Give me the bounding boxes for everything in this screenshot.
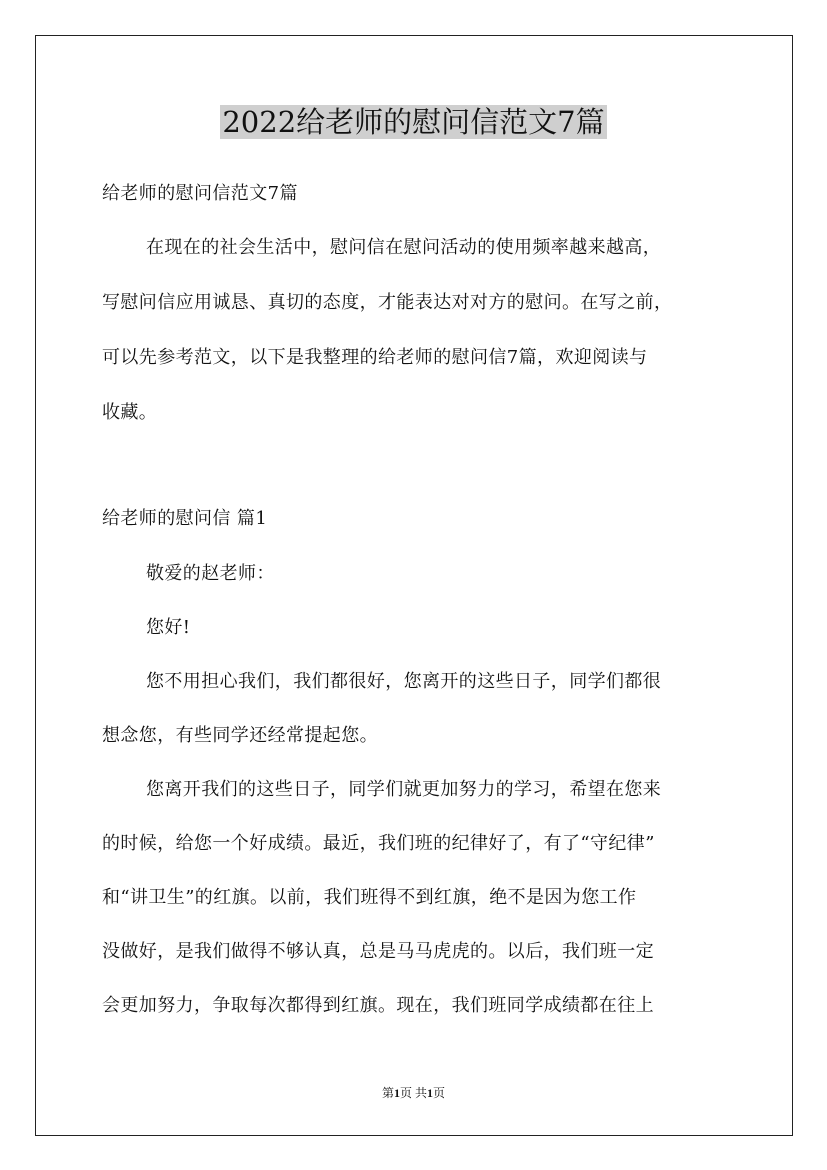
document-title bbox=[0, 102, 827, 142]
footer-page-prefix: 第 bbox=[381, 1086, 394, 1100]
page-footer bbox=[0, 1085, 827, 1101]
letter-salutation: 敬爱的赵老师： bbox=[146, 563, 275, 584]
paragraph-line: 的时候，给您一个好成绩。最近，我们班的纪律好了，有了“守纪律” bbox=[102, 833, 655, 854]
document-title-text: 2022给老师的慰问信范文7篇 bbox=[222, 105, 605, 139]
footer-page-mid: 页 共 bbox=[399, 1086, 427, 1100]
paragraph-line: 您离开我们的这些日子，同学们就更加努力的学习，希望在您来 bbox=[146, 779, 662, 800]
intro-line: 写慰问信应用诚恳、真切的态度，才能表达对对方的慰问。在写之前， bbox=[102, 292, 673, 313]
footer-page-total: 1 bbox=[427, 1086, 433, 1100]
letter-greeting: 您好! bbox=[146, 617, 191, 638]
paragraph-line: 会更加努力，争取每次都得到红旗。现在，我们班同学成绩都在往上 bbox=[102, 995, 654, 1016]
intro-line: 可以先参考范文，以下是我整理的给老师的慰问信7篇，欢迎阅读与 bbox=[102, 347, 648, 368]
footer-page-current: 1 bbox=[393, 1086, 400, 1100]
document-subtitle: 给老师的慰问信范文7篇 bbox=[102, 183, 298, 204]
paragraph-line: 没做好，是我们做得不够认真，总是马马虎虎的。以后，我们班一定 bbox=[102, 941, 654, 962]
paragraph-line: 和“讲卫生”的红旗。以前，我们班得不到红旗，绝不是因为您工作 bbox=[102, 887, 637, 908]
footer-page-suffix: 页 bbox=[433, 1086, 446, 1100]
section-heading: 给老师的慰问信 篇1 bbox=[102, 508, 268, 529]
intro-line: 收藏。 bbox=[102, 402, 158, 423]
paragraph-line: 您不用担心我们，我们都很好，您离开的这些日子，同学们都很 bbox=[146, 671, 662, 692]
paragraph-line: 想念您，有些同学还经常提起您。 bbox=[102, 725, 378, 746]
intro-line: 在现在的社会生活中，慰问信在慰问活动的使用频率越来越高， bbox=[146, 237, 662, 258]
